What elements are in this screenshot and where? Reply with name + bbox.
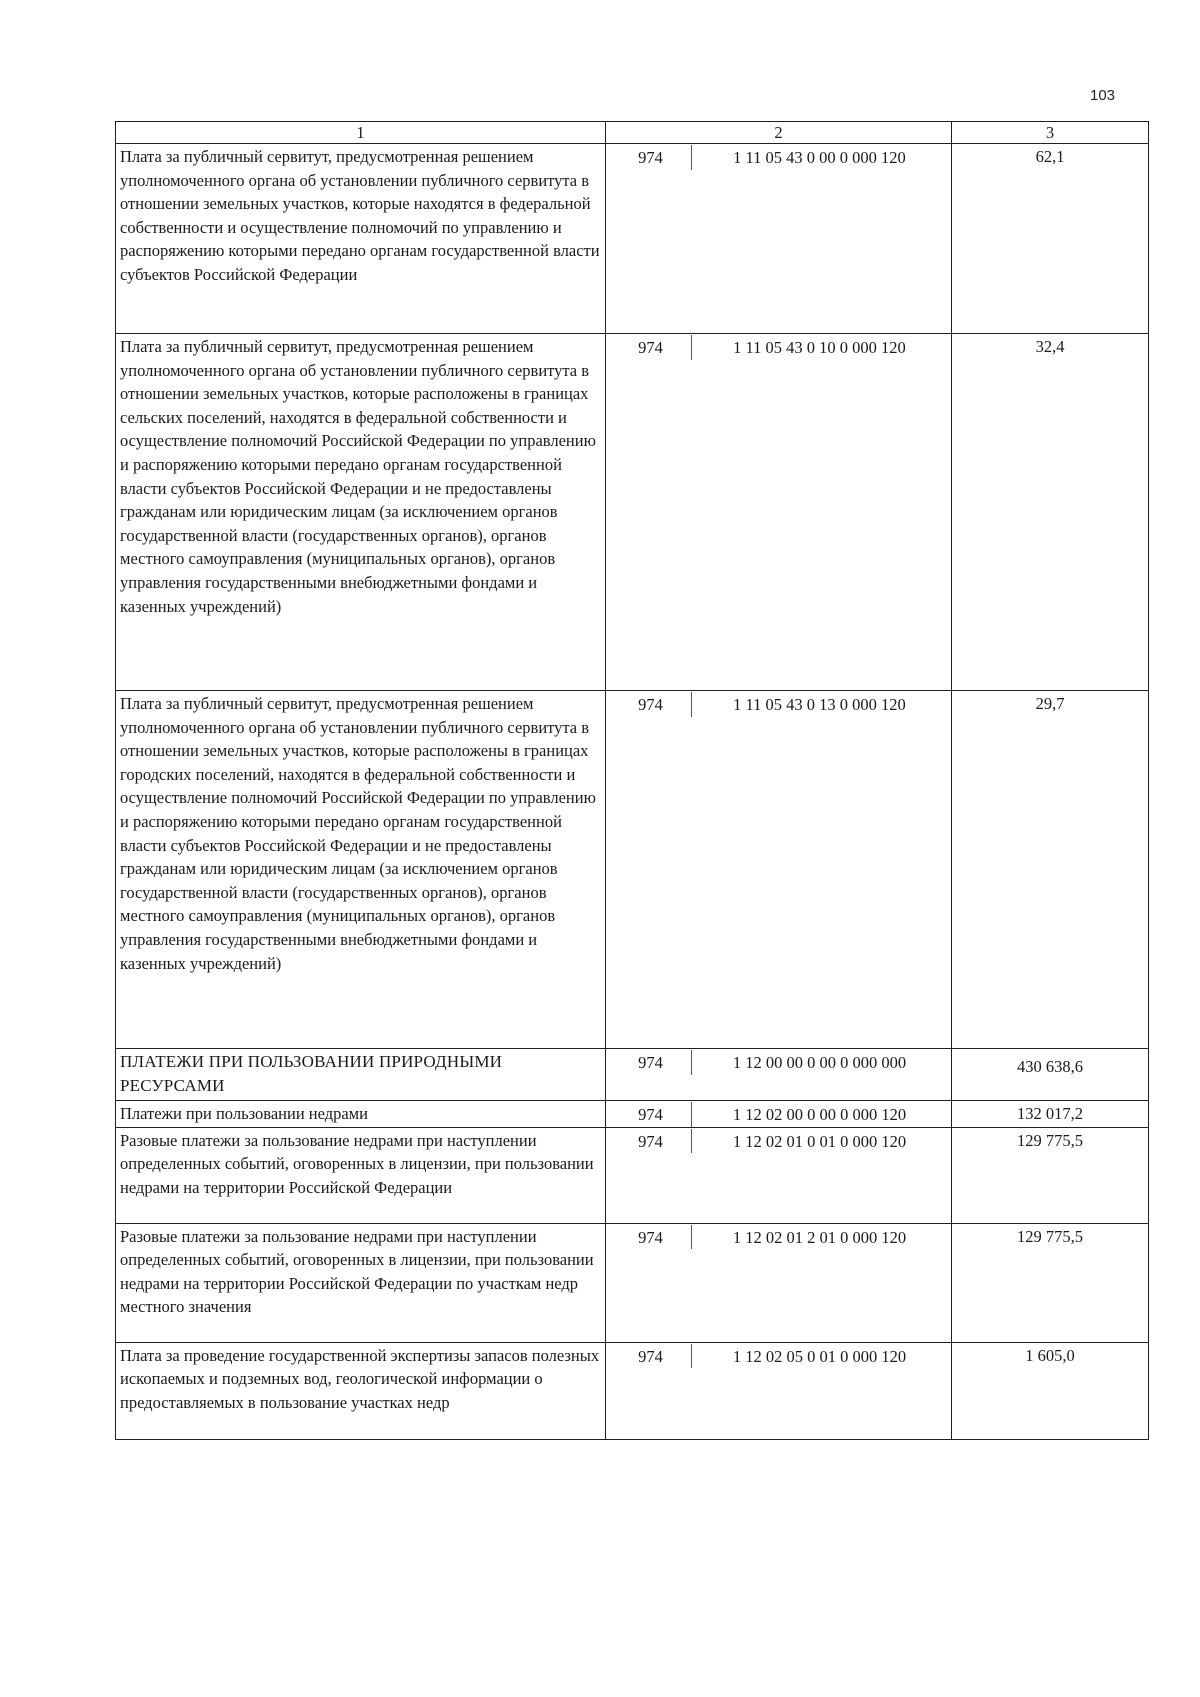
- row-code-cell: [606, 1223, 952, 1342]
- row-name: Плата за проведение государственной экспертизы запасов полезных ископаемых и подземных вод, геологической информации о предоставляемых в пользование участках недр: [116, 1342, 606, 1439]
- table-row: [116, 1049, 1149, 1101]
- row-admin-code: 974: [610, 335, 692, 360]
- column-header-1: 1: [116, 122, 606, 144]
- table-row: [116, 334, 1149, 691]
- row-amount: 29,7: [952, 691, 1149, 1049]
- row-budget-code: 1 12 02 01 0 01 0 000 120: [732, 1131, 907, 1151]
- column-header-3: 3: [952, 122, 1149, 144]
- column-header-2: 2: [606, 122, 952, 144]
- row-amount: 129 775,5: [952, 1223, 1149, 1342]
- row-admin-code: 974: [610, 145, 692, 170]
- row-name: Разовые платежи за пользование недрами при наступлении определенных событий, оговоренных в лицензии, при пользовании недрами на территории Российской Федерации: [116, 1127, 606, 1223]
- row-code-cell: [606, 1049, 952, 1101]
- row-budget-code: 1 12 00 00 0 00 0 000 000: [732, 1053, 907, 1072]
- row-amount: 129 775,5: [952, 1127, 1149, 1223]
- row-code-cell: [606, 1101, 952, 1128]
- page-number: 103: [1090, 87, 1116, 104]
- row-amount: 62,1: [952, 144, 1149, 334]
- revenue-table: [115, 121, 1149, 1440]
- row-admin-code: 974: [610, 1225, 692, 1250]
- table-header-row: [116, 122, 1149, 144]
- row-admin-code: 974: [610, 1050, 692, 1075]
- row-budget-code: 1 11 05 43 0 13 0 000 120: [733, 695, 906, 714]
- table-row: [116, 1127, 1149, 1223]
- row-code-cell: [606, 1342, 952, 1439]
- row-amount: 132 017,2: [952, 1101, 1149, 1128]
- row-admin-code: 974: [610, 1129, 692, 1154]
- table-row: [116, 1342, 1149, 1439]
- row-name: ПЛАТЕЖИ ПРИ ПОЛЬЗОВАНИИ ПРИРОДНЫМИ РЕСУРСАМИ: [116, 1049, 606, 1101]
- row-budget-code: 1 12 02 00 0 00 0 000 120: [732, 1105, 907, 1124]
- row-name: Плата за публичный сервитут, предусмотренная решением уполномоченного органа об установлении публичного сервитута в отношении земельных участков, которые находятся в федеральной собственности и осуществление полномочий по управлению и распоряжению которыми передано органам государственной власти субъектов Российской Федерации: [116, 144, 606, 334]
- row-name: Платежи при пользовании недрами: [116, 1101, 606, 1128]
- row-budget-code: 1 11 05 43 0 10 0 000 120: [733, 338, 906, 357]
- row-admin-code: 974: [610, 692, 692, 717]
- row-name: Плата за публичный сервитут, предусмотренная решением уполномоченного органа об установлении публичного сервитута в отношении земельных участков, которые расположены в границах сельских поселений, находятся в федеральной собственности и осуществление полномочий Российской Федерации по управлению и распоряжению которыми передано органам государственной власти субъектов Российской Федерации и не предоставлены гражданам или юридическим лицам (за исключением органов государственной власти (государственных органов), органов местного самоуправления (муниципальных органов), органов управления государственными внебюджетными фондами и казенных учреждений): [116, 334, 606, 691]
- row-code-cell: [606, 334, 952, 691]
- table-row: [116, 1101, 1149, 1128]
- row-amount: 1 605,0: [952, 1342, 1149, 1439]
- row-name: Разовые платежи за пользование недрами при наступлении определенных событий, оговоренных в лицензии, при пользовании недрами на территории Российской Федерации по участкам недр местного значения: [116, 1223, 606, 1342]
- table-row: [116, 1223, 1149, 1342]
- row-code-cell: [606, 691, 952, 1049]
- row-admin-code: 974: [610, 1344, 692, 1369]
- row-budget-code: 1 12 02 05 0 01 0 000 120: [732, 1346, 907, 1366]
- row-amount: 32,4: [952, 334, 1149, 691]
- row-code-cell: [606, 144, 952, 334]
- row-amount: 430 638,6: [952, 1049, 1149, 1101]
- row-admin-code: 974: [610, 1102, 692, 1127]
- row-name: Плата за публичный сервитут, предусмотренная решением уполномоченного органа об установлении публичного сервитута в отношении земельных участков, которые расположены в границах городских поселений, находятся в федеральной собственности и осуществление полномочий Российской Федерации по управлению и распоряжению которыми передано органам государственной власти субъектов Российской Федерации и не предоставлены гражданам или юридическим лицам (за исключением органов государственной власти (государственных органов), органов местного самоуправления (муниципальных органов), органов управления государственными внебюджетными фондами и казенных учреждений): [116, 691, 606, 1049]
- table-row: [116, 144, 1149, 334]
- table-row: [116, 691, 1149, 1049]
- row-budget-code: 1 12 02 01 2 01 0 000 120: [732, 1227, 907, 1247]
- row-budget-code: 1 11 05 43 0 00 0 000 120: [733, 148, 906, 167]
- row-code-cell: [606, 1127, 952, 1223]
